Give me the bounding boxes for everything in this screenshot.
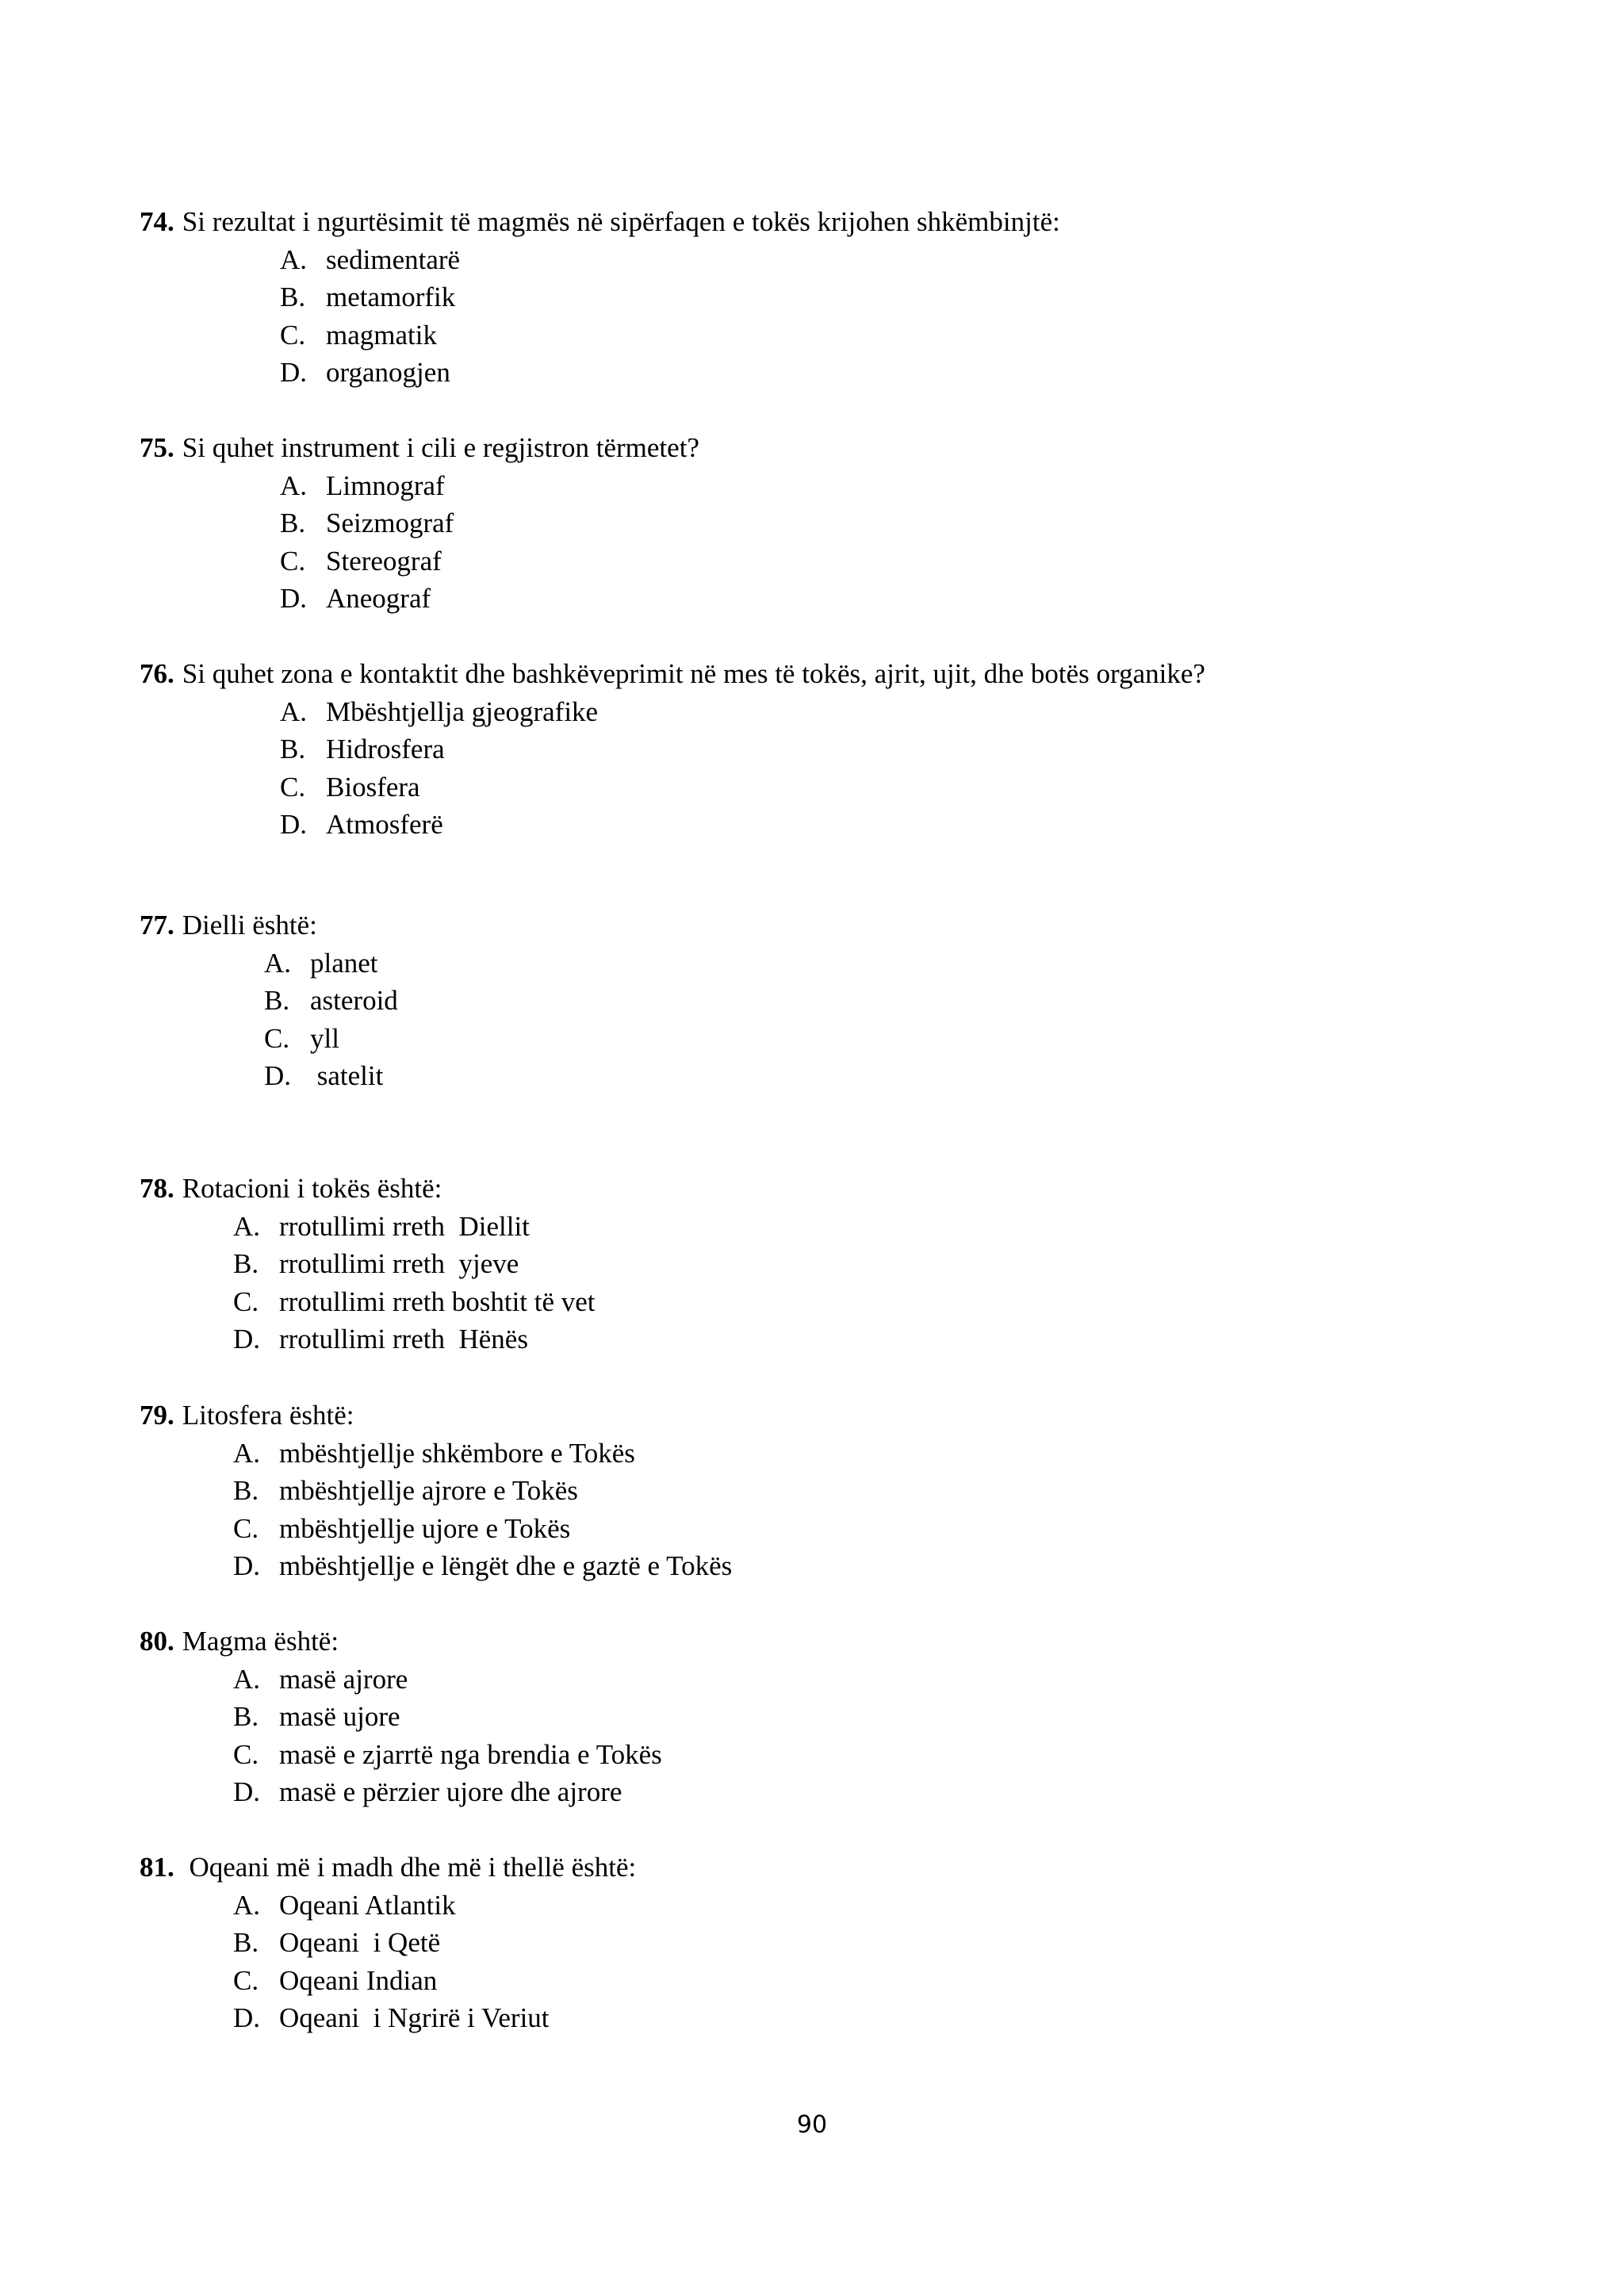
option-c xyxy=(280,316,1624,354)
option-text: Limnograf xyxy=(326,469,445,501)
option-letter: A. xyxy=(264,947,292,979)
option-text: rrotullimi rreth Diellit xyxy=(279,1210,530,1242)
question-number: 76. xyxy=(140,658,174,689)
question-text: Si quhet zona e kontaktit dhe bashkëveprimit në mes të tokës, ajrit, ujit, dhe botës organike? xyxy=(182,658,1205,689)
option-text: mbështjellje e lëngët dhe e gaztë e Tokës xyxy=(279,1550,733,1581)
option-text: organogjen xyxy=(326,357,450,388)
option-letter: C. xyxy=(280,771,306,803)
option-text: rrotullimi rreth Hënës xyxy=(279,1324,528,1354)
option-a xyxy=(233,1887,1624,1925)
option-a xyxy=(233,1661,1624,1699)
option-d xyxy=(233,1999,1624,2037)
option-text: mbështjellje ajrore e Tokës xyxy=(279,1475,578,1506)
question-line xyxy=(140,906,1624,944)
option-a xyxy=(233,1208,1624,1246)
option-letter: C. xyxy=(280,319,306,351)
option-letter: D. xyxy=(233,1550,261,1581)
option-letter: D. xyxy=(280,583,308,614)
question-number: 77. xyxy=(140,910,174,941)
option-text: yll xyxy=(310,1022,339,1054)
option-letter: D. xyxy=(233,1776,261,1807)
option-text: Oqeani i Ngrirë i Veriut xyxy=(279,2002,550,2033)
option-text: metamorfik xyxy=(326,282,456,312)
question-number: 78. xyxy=(140,1173,174,1204)
option-c xyxy=(233,1283,1624,1321)
option-text: Stereograf xyxy=(326,545,442,577)
option-text: masë e përzier ujore dhe ajrore xyxy=(279,1776,622,1807)
option-letter: D. xyxy=(233,1324,261,1354)
option-c xyxy=(280,768,1624,806)
option-letter: A. xyxy=(233,1437,261,1469)
option-letter: D. xyxy=(264,1060,292,1091)
question-line xyxy=(140,655,1624,693)
option-b xyxy=(233,1245,1624,1283)
option-letter: C. xyxy=(233,1512,259,1544)
option-text: rrotullimi rreth boshtit të vet xyxy=(279,1285,596,1317)
option-b xyxy=(264,982,1624,1020)
option-letter: B. xyxy=(233,1248,259,1279)
question-text: Rotacioni i tokës është: xyxy=(182,1173,442,1204)
option-letter: D. xyxy=(280,357,308,388)
option-letter: C. xyxy=(280,545,306,577)
answer-options xyxy=(280,241,1624,392)
option-text: asteroid xyxy=(310,985,398,1016)
option-letter: C. xyxy=(264,1022,290,1054)
question-number: 75. xyxy=(140,432,174,463)
question-line xyxy=(140,1170,1624,1208)
answer-options xyxy=(233,1208,1624,1358)
option-text: mbështjellje shkëmbore e Tokës xyxy=(279,1437,635,1469)
question-text: Si rezultat i ngurtësimit të magmës në sipërfaqen e tokës krijohen shkëmbinjtë: xyxy=(182,206,1060,237)
option-d xyxy=(264,1057,1624,1095)
question-text: Magma është: xyxy=(182,1626,339,1657)
question-text: Si quhet instrument i cili e regjistron tërmetet? xyxy=(182,432,699,463)
question-75 xyxy=(0,429,1624,618)
option-text: sedimentarë xyxy=(326,243,461,275)
question-79 xyxy=(0,1396,1624,1585)
option-letter: B. xyxy=(280,734,306,764)
option-a xyxy=(233,1435,1624,1473)
option-text: Aneograf xyxy=(326,583,431,614)
option-text: planet xyxy=(310,947,378,979)
option-b xyxy=(280,730,1624,768)
option-b xyxy=(233,1924,1624,1962)
option-c xyxy=(233,1510,1624,1548)
question-line xyxy=(140,1622,1624,1661)
question-80 xyxy=(0,1622,1624,1811)
question-number: 79. xyxy=(140,1400,174,1431)
page-number: 90 xyxy=(796,2111,828,2139)
option-b xyxy=(233,1472,1624,1510)
question-text: Litosfera është: xyxy=(182,1400,354,1431)
option-text: satelit xyxy=(310,1060,384,1091)
option-letter: B. xyxy=(233,1475,259,1506)
option-text: Oqeani Atlantik xyxy=(279,1889,456,1921)
option-text: Hidrosfera xyxy=(326,734,445,764)
option-letter: A. xyxy=(280,243,308,275)
option-letter: A. xyxy=(280,695,308,727)
option-text: Oqeani Indian xyxy=(279,1964,438,1996)
option-letter: C. xyxy=(233,1738,259,1770)
option-letter: B. xyxy=(233,1701,259,1732)
option-text: mbështjellje ujore e Tokës xyxy=(279,1512,571,1544)
question-76 xyxy=(0,655,1624,844)
option-letter: A. xyxy=(233,1663,261,1695)
option-letter: B. xyxy=(280,508,306,538)
question-74 xyxy=(0,203,1624,392)
option-d xyxy=(280,580,1624,618)
option-letter: A. xyxy=(280,469,308,501)
option-c xyxy=(264,1020,1624,1058)
option-a xyxy=(280,241,1624,279)
question-number: 81. xyxy=(140,1852,174,1883)
option-a xyxy=(264,944,1624,983)
option-text: masë e zjarrtë nga brendia e Tokës xyxy=(279,1738,662,1770)
option-d xyxy=(280,806,1624,844)
option-letter: C. xyxy=(233,1285,259,1317)
option-d xyxy=(233,1320,1624,1358)
option-c xyxy=(233,1962,1624,2000)
option-b xyxy=(280,278,1624,316)
question-line xyxy=(140,1396,1624,1435)
option-b xyxy=(233,1698,1624,1736)
option-a xyxy=(280,693,1624,731)
option-d xyxy=(233,1773,1624,1811)
question-text: Dielli është: xyxy=(182,910,317,941)
option-text: rrotullimi rreth yjeve xyxy=(279,1248,519,1279)
answer-options xyxy=(233,1887,1624,2037)
answer-options xyxy=(280,693,1624,844)
question-text: Oqeani më i madh dhe më i thellë është: xyxy=(182,1852,637,1883)
option-c xyxy=(233,1736,1624,1774)
option-a xyxy=(280,467,1624,505)
option-letter: D. xyxy=(233,2002,261,2033)
answer-options xyxy=(280,467,1624,618)
question-77 xyxy=(0,906,1624,1095)
option-b xyxy=(280,504,1624,542)
option-letter: B. xyxy=(233,1927,259,1958)
answer-options xyxy=(264,944,1624,1095)
option-letter: B. xyxy=(280,282,306,312)
option-text: Oqeani i Qetë xyxy=(279,1927,441,1958)
question-line xyxy=(140,203,1624,241)
option-d xyxy=(233,1547,1624,1585)
option-text: masë ujore xyxy=(279,1701,400,1732)
question-line xyxy=(140,429,1624,467)
option-letter: C. xyxy=(233,1964,259,1996)
option-text: masë ajrore xyxy=(279,1663,408,1695)
option-text: Biosfera xyxy=(326,771,420,803)
question-number: 74. xyxy=(140,206,174,237)
option-letter: B. xyxy=(264,985,290,1016)
option-c xyxy=(280,542,1624,580)
option-letter: D. xyxy=(280,809,308,840)
question-number: 80. xyxy=(140,1626,174,1657)
option-text: magmatik xyxy=(326,319,437,351)
option-text: Atmosferë xyxy=(326,809,443,840)
question-line xyxy=(140,1849,1624,1887)
question-78 xyxy=(0,1170,1624,1358)
answer-options xyxy=(233,1661,1624,1811)
option-text: Seizmograf xyxy=(326,508,454,538)
option-d xyxy=(280,354,1624,392)
question-81 xyxy=(0,1849,1624,2037)
option-text: Mbështjellja gjeografike xyxy=(326,695,599,727)
option-letter: A. xyxy=(233,1210,261,1242)
option-letter: A. xyxy=(233,1889,261,1921)
answer-options xyxy=(233,1435,1624,1585)
